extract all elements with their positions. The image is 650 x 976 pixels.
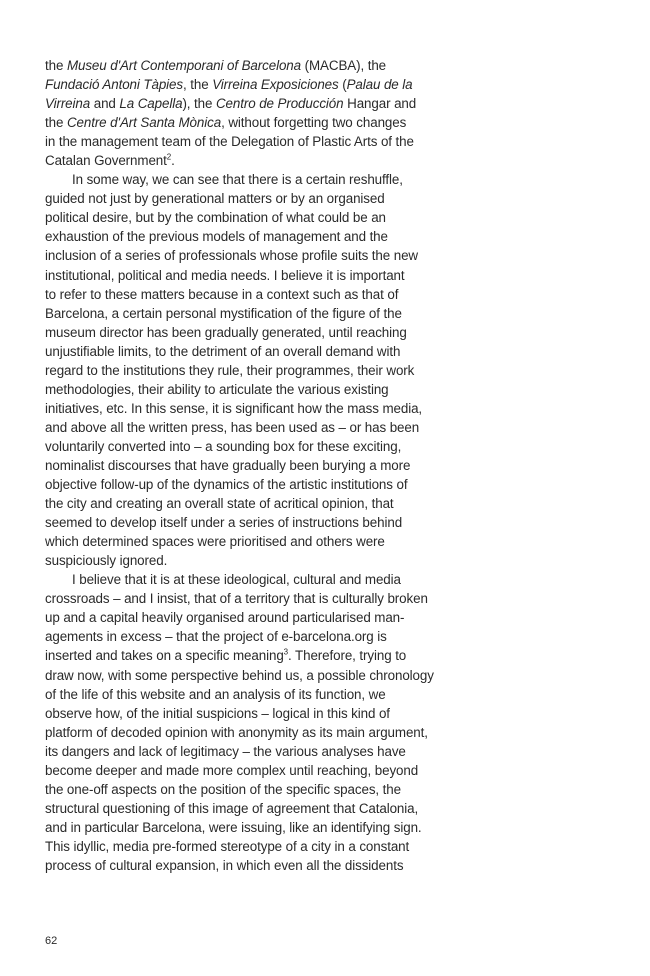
text-line: political desire, but by the combination of what could be an	[45, 210, 386, 226]
text-line: objective follow-up of the dynamics of the artistic institutions of	[45, 477, 408, 493]
text-line: seemed to develop itself under a series of instructions behind	[45, 515, 403, 531]
footnote-ref-3: 3	[283, 647, 289, 657]
text-line: initiatives, etc. In this sense, it is significant how the mass media,	[45, 400, 423, 416]
text-line: Barcelona, a certain personal mystification of the figure of the	[45, 305, 402, 321]
text-line: become deeper and made more complex until reaching, beyond	[45, 762, 419, 778]
text-line: nominalist discourses that have gradually been burying a more	[45, 457, 411, 473]
text-line: to refer to these matters because in a context such as that of	[45, 286, 399, 302]
text-line: regard to the institutions they rule, their programmes, their work	[45, 362, 415, 378]
text-line: institutional, political and media needs. I believe it is important	[45, 267, 405, 283]
body-text	[45, 56, 434, 875]
text-line: I believe that it is at these ideological, cultural and media	[72, 572, 401, 588]
text-line: the city and creating an overall state of acritical opinion, that	[45, 496, 394, 512]
text-line: up and a capital heavily organised around particularised man-	[45, 610, 405, 626]
text-line: structural questioning of this image of agreement that Catalonia,	[45, 800, 419, 816]
footnote-ref-2: 2	[166, 152, 172, 162]
text-line: methodologies, their ability to articulate the various existing	[45, 381, 389, 397]
text-line: Catalan Government$^2$.	[45, 152, 175, 169]
text-line: agements in excess – that the project of e-barcelona.org is	[45, 629, 387, 645]
text-line: which determined spaces were prioritised and others were	[45, 534, 385, 550]
text-line: inserted and takes on a specific meaning$^3$. Therefore, trying to	[45, 647, 407, 664]
text-line: process of cultural expansion, in which even all the dissidents	[45, 857, 404, 873]
text-line: its dangers and lack of legitimacy – the various analyses have	[45, 743, 406, 759]
text-line: and in particular Barcelona, were issuing, like an identifying sign.	[45, 819, 422, 835]
text-line: draw now, with some perspective behind us, a possible chronology	[45, 667, 434, 683]
text-line: This idyllic, media pre-formed stereotype of a city in a constant	[45, 838, 410, 854]
text-line: inclusion of a series of professionals whose profile suits the new	[45, 248, 419, 264]
text-line: platform of decoded opinion with anonymity as its main argument,	[45, 724, 428, 740]
text-line: observe how, of the initial suspicions – logical in this kind of	[45, 705, 390, 721]
text-line: crossroads – and I insist, that of a territory that is culturally broken	[45, 591, 428, 607]
text-line: in the management team of the Delegation of Plastic Arts of the	[45, 134, 414, 150]
text-line: museum director has been gradually generated, until reaching	[45, 324, 407, 340]
text-line: guided not just by generational matters or by an organised	[45, 191, 385, 207]
text-line: of the life of this website and an analysis of its function, we	[45, 686, 386, 702]
text-line: the one-off aspects on the position of the specific spaces, the	[45, 781, 401, 797]
text-line: Virreina and La Capella), the Centro de Producción Hangar and	[45, 96, 417, 112]
text-line: unjustifiable limits, to the detriment of an overall demand with	[45, 343, 401, 359]
text-line: exhaustion of the previous models of management and the	[45, 229, 388, 245]
text-line: voluntarily converted into – a sounding box for these exciting,	[45, 438, 402, 454]
text-line: and above all the written press, has been used as – or has been	[45, 419, 420, 435]
text-line: suspiciously ignored.	[45, 553, 168, 569]
text-line: Fundació Antoni Tàpies, the Virreina Exposiciones (Palau de la	[45, 77, 413, 93]
text-line: the Museu d'Art Contemporani of Barcelona (MACBA), the	[45, 58, 387, 73]
text-line: In some way, we can see that there is a certain reshuffle,	[72, 172, 403, 188]
page-number: 62	[45, 935, 58, 947]
text-line: the Centre d'Art Santa Mònica, without forgetting two changes	[45, 115, 407, 131]
